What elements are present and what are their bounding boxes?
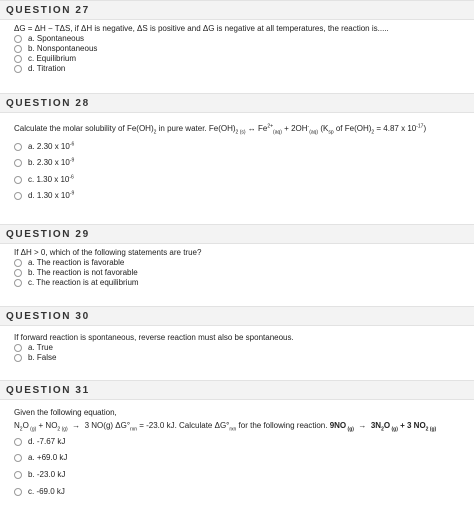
option-b[interactable]	[14, 470, 65, 479]
question-header: QUESTION 27	[0, 0, 474, 20]
question-header: QUESTION 28	[0, 93, 474, 113]
question-header: QUESTION 31	[0, 380, 474, 400]
option-label: b. -23.0 kJ	[28, 470, 66, 479]
option-d[interactable]	[14, 64, 65, 73]
question-30	[0, 306, 474, 362]
question-prompt: If ΔH > 0, which of the following statements are true?	[14, 248, 202, 257]
option-label: a. True	[28, 343, 53, 352]
option-c[interactable]	[14, 278, 139, 287]
radio-button[interactable]	[14, 344, 22, 352]
radio-button[interactable]	[14, 454, 22, 462]
option-a[interactable]	[14, 142, 74, 151]
option-label: b. 2.30 x $10^{-9}$	[28, 157, 75, 167]
option-label: d. Titration	[28, 64, 66, 73]
question-header: QUESTION 29	[0, 224, 474, 244]
reaction-equation: $N_2O$ $_{(g)} + NO_{2 (g)} \to 3$ NO(g) $\Delta G^\circ_{rxn} = -23.0$ kJ. Calculate $\Delta G^\circ_{rxn}$ for the following reaction. 9NO $_{(g)} \to 3N_2O$ $_{(g)}$ + 3 $NO_{2 (g)}$	[14, 421, 437, 433]
question-prompt: ΔG = ΔH − TΔS, if ΔH is negative, ΔS is positive and ΔG is negative at all temperatures, the reaction is.....	[14, 24, 389, 33]
question-31	[0, 380, 474, 496]
radio-button[interactable]	[14, 269, 22, 277]
radio-button[interactable]	[14, 279, 22, 287]
option-a[interactable]	[14, 258, 124, 267]
option-c[interactable]	[14, 487, 65, 496]
option-label: a. Spontaneous	[28, 34, 85, 43]
radio-button[interactable]	[14, 45, 22, 53]
option-label: d. -7.67 kJ	[28, 437, 66, 446]
option-label: b. The reaction is not favorable	[28, 268, 138, 277]
option-d[interactable]	[14, 437, 65, 446]
radio-button[interactable]	[14, 65, 22, 73]
option-b[interactable]	[14, 353, 56, 362]
radio-button[interactable]	[14, 143, 22, 151]
option-label: a. 2.30 x $10^{-6}$	[28, 141, 75, 151]
radio-button[interactable]	[14, 55, 22, 63]
option-a[interactable]	[14, 34, 84, 43]
option-label: a. The reaction is favorable	[28, 258, 125, 267]
option-label: c. -69.0 kJ	[28, 487, 65, 496]
option-c[interactable]	[14, 175, 74, 184]
option-label: d. 1.30 x $10^{-9}$	[28, 190, 75, 200]
option-b[interactable]	[14, 44, 97, 53]
question-29	[0, 224, 474, 287]
option-label: c. The reaction is at equilibrium	[28, 278, 139, 287]
question-27	[0, 0, 474, 73]
option-c[interactable]	[14, 54, 76, 63]
question-prompt: If forward reaction is spontaneous, reverse reaction must also be spontaneous.	[14, 333, 294, 342]
option-label: b. False	[28, 353, 57, 362]
option-label: c. 1.30 x $10^{-6}$	[28, 174, 74, 184]
radio-button[interactable]	[14, 354, 22, 362]
option-label: b. Nonspontaneous	[28, 44, 98, 53]
option-d[interactable]	[14, 191, 74, 200]
question-28	[0, 93, 474, 200]
radio-button[interactable]	[14, 259, 22, 267]
radio-button[interactable]	[14, 438, 22, 446]
option-b[interactable]	[14, 268, 138, 277]
radio-button[interactable]	[14, 159, 22, 167]
radio-button[interactable]	[14, 35, 22, 43]
radio-button[interactable]	[14, 488, 22, 496]
question-prompt: Given the following equation,	[14, 408, 117, 417]
radio-button[interactable]	[14, 471, 22, 479]
radio-button[interactable]	[14, 192, 22, 200]
option-a[interactable]	[14, 453, 67, 462]
radio-button[interactable]	[14, 176, 22, 184]
option-b[interactable]	[14, 158, 74, 167]
question-prompt: Calculate the molar solubility of $Fe(OH)_2$ in pure water. $Fe(OH)_{2 (s)}$ ↔ $Fe^{2+}_{(aq)} + 2OH^-_{(aq)}$ ($K_{sp}$ of $Fe(OH)_2 = 4.87$ x $10^{-17}$)	[14, 123, 427, 136]
question-header: QUESTION 30	[0, 306, 474, 326]
option-a[interactable]	[14, 343, 53, 352]
option-label: a. +69.0 kJ	[28, 453, 68, 462]
option-label: c. Equilibrium	[28, 54, 77, 63]
